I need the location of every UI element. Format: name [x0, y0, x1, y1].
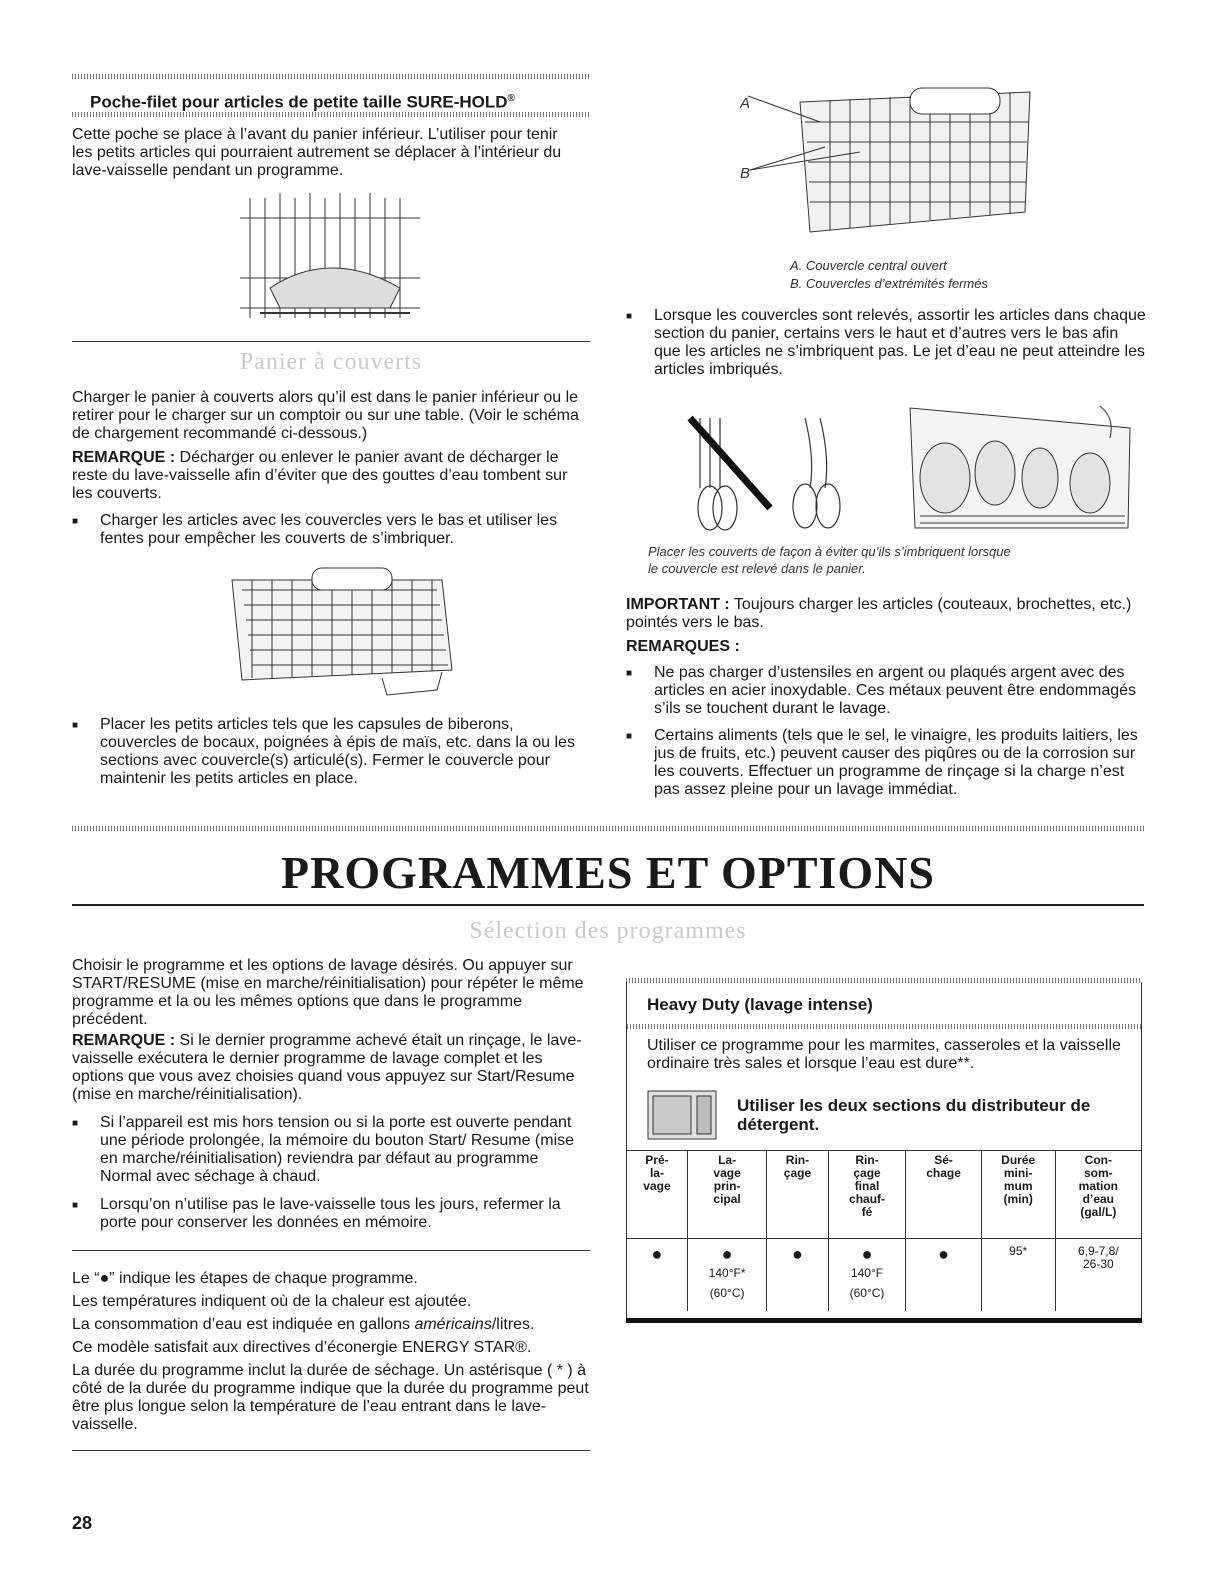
page-number: 28 [72, 1513, 93, 1533]
heavy-duty-title: Heavy Duty (lavage intense) [647, 995, 873, 1014]
list-item: ■ Lorsque les couvercles sont relevés, assortir les articles dans chaque section du panier, certains vers le haut et d’autres vers le bas afin que les articles ne s’imbriquent pas. Le jet d’eau ne peut atteindre les articles imbriqués. [626, 307, 1146, 378]
nested-utensils-illustration [670, 398, 870, 538]
legend-line: La durée du programme inclut la durée de séchage. Un astérisque ( * ) à côté de la durée du programme indique que la durée du programme peut être plus longue selon la température de l’eau entrant dans le lave-vaisselle. [72, 1362, 589, 1433]
section-rule [72, 904, 1144, 906]
dotted-rule [627, 1024, 1141, 1029]
mesh-pocket-illustration [230, 188, 430, 328]
section-rule [72, 1450, 590, 1451]
table-cell: ● [906, 1239, 981, 1312]
col-dry: Sé- chage [906, 1150, 981, 1239]
box-bottom-rule [626, 1318, 1142, 1323]
dotted-rule [72, 112, 590, 117]
list-item: ■ Si l’appareil est mis hors tension ou si la porte est ouverte pendant une période prolongée, la mémoire du bouton Start/ Resume (mise en marche/réinitialisation) reviendra par défaut au programme Normal avec séchage à chaud. [72, 1114, 575, 1185]
table-cell: 95* [981, 1239, 1055, 1312]
table-cell: 6,9-7,8/ 26-30 [1077, 1244, 1119, 1271]
silverware-heading: Panier à couverts [239, 349, 423, 375]
page-title: PROGRAMMES ET OPTIONS [281, 847, 935, 898]
list-item: ■ Ne pas charger d’ustensiles en argent ou plaqués argent avec des articles en acier inoxydable. Ces métaux peuvent être endommagés s’ils se touchent durant le lavage. [626, 664, 1137, 717]
silverware-intro: Charger le panier à couverts alors qu’il est dans le panier inférieur ou le retirer pour le charger sur un comptoir ou sur une table. (Voir le schéma de chargement recommandé ci-dessous.) [72, 389, 579, 442]
table-cell: ● [627, 1239, 687, 1312]
list-item: ■ Charger les articles avec les couvercles vers le bas et utiliser les fentes pour empêcher les couverts de s’imbriquer. [72, 512, 558, 547]
caption-nest-2: le couvercle est relevé dans le panier. [648, 561, 866, 576]
silverware-note: REMARQUE : Décharger ou enlever le panier avant de décharger le reste du lave-vaisselle afin d’éviter que des gouttes d’eau tombent sur les couverts. [72, 449, 568, 502]
table-row [627, 1239, 1141, 1312]
dotted-rule [72, 826, 1144, 831]
section-rule [72, 341, 590, 342]
label-b: B [740, 165, 751, 182]
cycle-note: REMARQUE : Si le dernier programme achevé était un rinçage, le lave-vaisselle exécutera le dernier programme de lavage complet et les options que vous avez choisies quand vous appuyez sur Start/Resume (mise en marche/réinitialisation). [72, 1032, 582, 1103]
important-note: IMPORTANT : Toujours charger les articles (couteaux, brochettes, etc.) pointés vers le bas. [626, 596, 1132, 631]
col-rinse: Rin- çage [767, 1150, 828, 1239]
col-water: Con- som- mation d’eau (gal/L) [1078, 1153, 1119, 1219]
silverware-basket-illustration [222, 560, 462, 700]
col-duration: Durée mini- mum (min) [981, 1150, 1055, 1239]
legend-line: La consommation d’eau est indiquée en gallons américains/litres. [72, 1316, 535, 1333]
list-item: ■ Certains aliments (tels que le sel, le vinaigre, les produits laitiers, les jus de fruits, etc.) peuvent causer des piqûres ou de la corrosion sur les couverts. Effectuer un programme de rinçage si la charge n’est pas assez pleine pour un lavage immédiat. [626, 727, 1138, 798]
heavy-duty-box [626, 982, 1142, 1322]
table-cell: ● [767, 1239, 828, 1312]
label-a: A [740, 95, 751, 112]
table-cell: ● 140°F* (60°C) [687, 1239, 766, 1312]
caption-a: A. Couvercle central ouvert [790, 258, 947, 273]
section-rule [72, 1250, 590, 1251]
legend-line: Ce modèle satisfait aux directives d’éconergie ENERGY STAR®. [72, 1339, 532, 1356]
col-prewash: Pré- la- vage [627, 1150, 687, 1239]
cycle-subheading: Sélection des programmes [469, 918, 747, 944]
legend-line: Le “●” indique les étapes de chaque programme. [72, 1270, 418, 1287]
dotted-rule [72, 74, 590, 79]
heavy-duty-description: Utiliser ce programme pour les marmites, casseroles et la vaisselle ordinaire très sales et lorsque l’eau est dure**. [647, 1037, 1121, 1072]
basket-covers-illustration [740, 82, 1040, 252]
surehold-heading: Poche-filet pour articles de petite taille SURE-HOLD® [90, 92, 515, 112]
cycle-intro: Choisir le programme et les options de lavage désirés. Ou appuyer sur START/RESUME (mise en marche/réinitialisation) pour répéter le même programme et la ou les mêmes options que dans le programme précédent. [72, 957, 584, 1028]
detergent-dispenser-icon [647, 1090, 717, 1140]
basket-loaded-illustration [900, 398, 1140, 538]
surehold-text: Cette poche se place à l’avant du panier inférieur. L’utiliser pour tenir les petits articles qui pourraient autrement se déplacer à l’intérieur du lave-vaisselle pendant un programme. [72, 126, 562, 179]
prohibition-slash-icon [690, 418, 770, 508]
table-cell: ● 140°F (60°C) [828, 1239, 906, 1312]
cycle-table [627, 1150, 1141, 1311]
list-item: ■ Placer les petits articles tels que les capsules de biberons, couvercles de bocaux, poignées à épis de maïs, etc. dans la ou les sections avec couvercle(s) articulé(s). Fermer le couvercle pour maintenir les petits articles en place. [72, 716, 575, 787]
col-main-wash: La- vage prin- cipal [687, 1150, 766, 1239]
caption-b: B. Couvercles d’extrémités fermés [790, 276, 988, 291]
legend-line: Les températures indiquent où de la chaleur est ajoutée. [72, 1293, 472, 1310]
col-final-rinse: Rin- çage final chauf- fé [828, 1150, 906, 1239]
remarques-label: REMARQUES : [626, 638, 740, 655]
caption-nest-1: Placer les couverts de façon à éviter qu’ils s’imbriquent lorsque [648, 544, 1011, 559]
list-item: ■ Lorsqu’on n’utilise pas le lave-vaisselle tous les jours, refermer la porte pour conserver les données en mémoire. [72, 1196, 561, 1231]
detergent-instruction: Utiliser les deux sections du distributeur de détergent. [737, 1096, 1091, 1134]
